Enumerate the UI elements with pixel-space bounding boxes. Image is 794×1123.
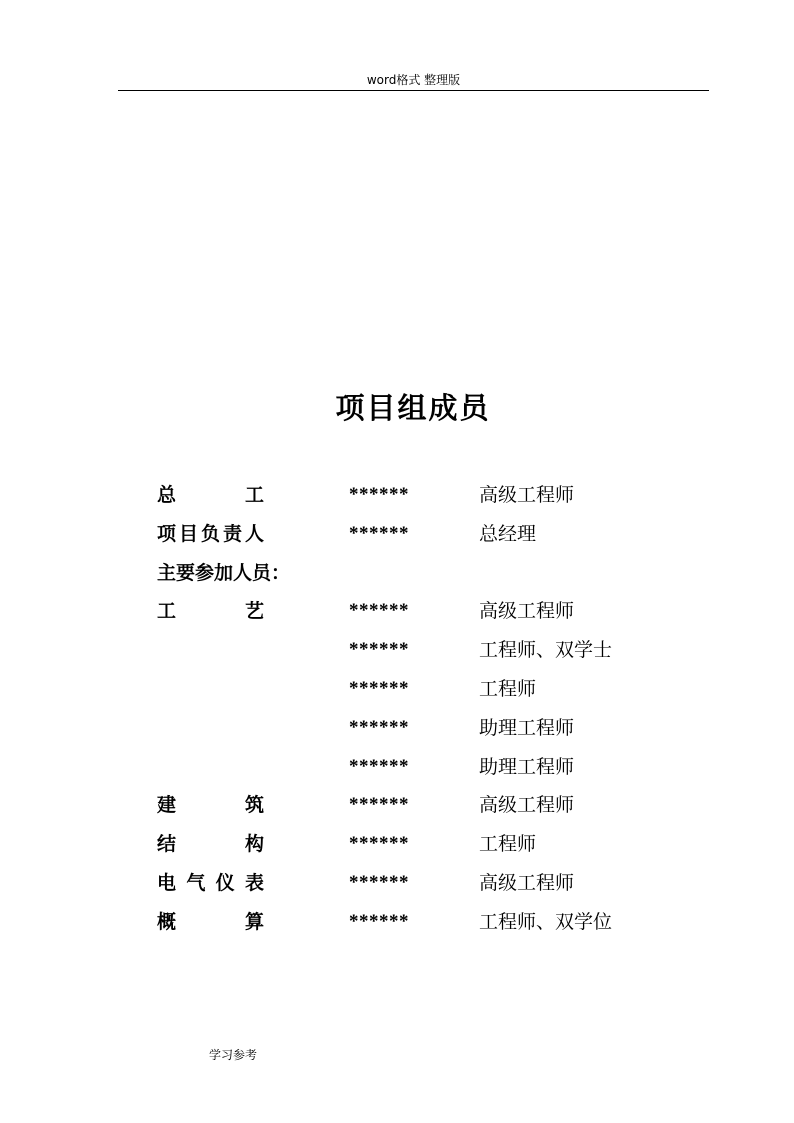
role-label: 项目负责人 xyxy=(157,522,264,545)
roster-row xyxy=(157,633,677,672)
member-name: ****** xyxy=(349,639,409,661)
member-name: ****** xyxy=(349,716,409,738)
page-footer: 学习参考 xyxy=(209,1048,258,1062)
roster-row xyxy=(157,556,677,595)
role-label: 电气仪表 xyxy=(157,871,264,894)
role-label: 建筑 xyxy=(157,794,264,817)
role-label: 总工 xyxy=(157,484,264,506)
member-title: 工程师 xyxy=(479,833,537,856)
member-title: 总经理 xyxy=(479,522,537,545)
member-name: ****** xyxy=(349,484,409,505)
roster-row xyxy=(157,905,677,944)
member-title: 助理工程师 xyxy=(479,716,575,739)
member-roster xyxy=(157,478,677,944)
member-name: ****** xyxy=(349,600,409,622)
member-title: 高级工程师 xyxy=(479,484,575,506)
roster-row xyxy=(157,478,677,517)
roster-row xyxy=(157,711,677,750)
page-header-text: word格式 整理版 xyxy=(366,73,461,87)
member-name: ****** xyxy=(349,522,409,544)
member-title: 高级工程师 xyxy=(479,794,575,817)
page-header xyxy=(118,72,709,91)
member-name: ****** xyxy=(349,755,409,777)
role-label: 概算 xyxy=(157,910,264,933)
role-label: 结构 xyxy=(157,833,264,856)
document-title: 项目组成员 xyxy=(335,391,491,425)
roster-row xyxy=(157,594,677,633)
roster-row xyxy=(157,788,677,827)
roster-row xyxy=(157,827,677,866)
member-name: ****** xyxy=(349,910,409,932)
member-title: 工程师、双学位 xyxy=(479,910,613,933)
section-label: 主要参加人员： xyxy=(157,561,291,584)
roster-row xyxy=(157,750,677,789)
roster-row xyxy=(157,866,677,905)
member-title: 工程师 xyxy=(479,677,537,700)
member-title: 高级工程师 xyxy=(479,871,575,894)
member-name: ****** xyxy=(349,871,409,893)
role-label: 工艺 xyxy=(157,600,264,623)
member-title: 高级工程师 xyxy=(479,600,575,623)
roster-row xyxy=(157,517,677,556)
member-name: ****** xyxy=(349,794,409,816)
member-title: 助理工程师 xyxy=(479,755,575,778)
member-name: ****** xyxy=(349,677,409,699)
member-name: ****** xyxy=(349,833,409,855)
member-title: 工程师、双学士 xyxy=(479,639,613,662)
roster-row xyxy=(157,672,677,711)
